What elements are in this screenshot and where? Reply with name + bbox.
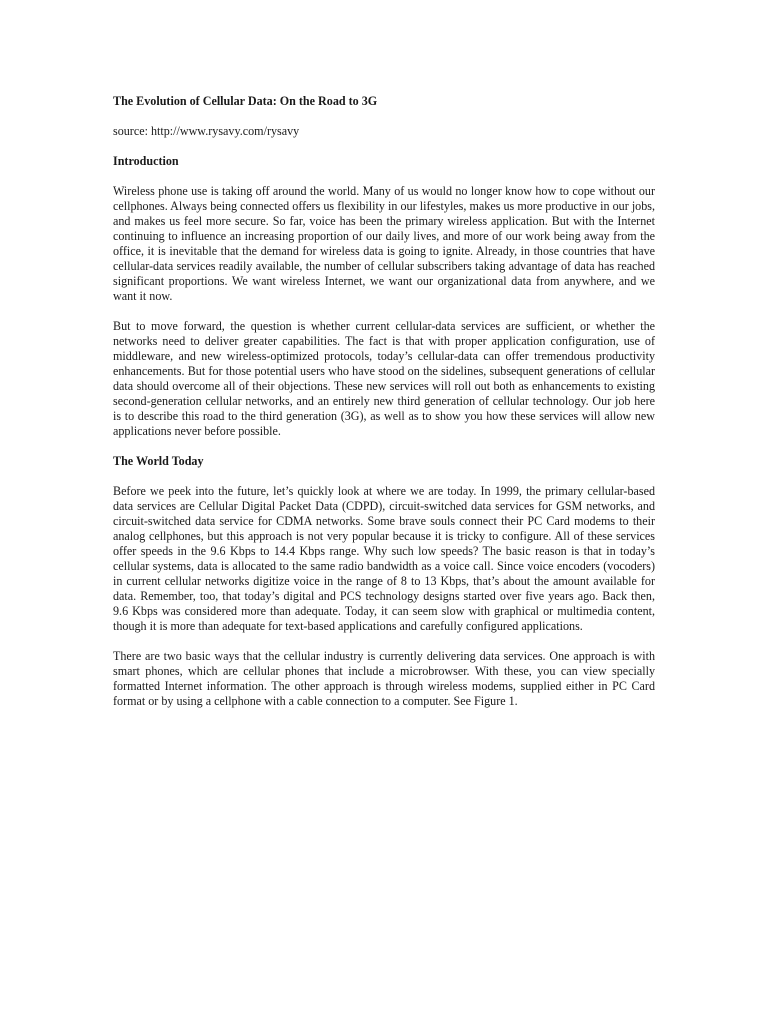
section-heading-introduction: Introduction xyxy=(113,154,179,168)
document-page xyxy=(113,94,655,724)
section-heading-world-today: The World Today xyxy=(113,454,204,468)
paragraph: There are two basic ways that the cellular industry is currently delivering data services. One approach is with smart phones, which are cellular phones that include a microbrowser. With these, you can view specially formatted Internet information. The other approach is through wireless modems, supplied either in PC Card format or by using a cellphone with a cable connection to a computer. See Figure 1. xyxy=(113,649,655,708)
source-line: source: http://www.rysavy.com/rysavy xyxy=(113,124,300,138)
paragraph: But to move forward, the question is whether current cellular-data services are sufficient, or whether the networks need to deliver greater capabilities. The fact is that with proper application configuration, use of middleware, and new wireless-optimized protocols, today’s cellular-data can offer tremendous productivity enhancements. But for those potential users who have stood on the sidelines, subsequent generations of cellular data should overcome all of their objections. These new services will roll out both as enhancements to existing second-generation cellular networks, and an entirely new third generation of cellular technology. Our job here is to describe this road to the third generation (3G), as well as to show you how these services will allow new applications never before possible. xyxy=(113,319,655,438)
paragraph: Before we peek into the future, let’s quickly look at where we are today. In 1999, the primary cellular-based data services are Cellular Digital Packet Data (CDPD), circuit-switched data services for GSM networks, and circuit-switched data service for CDMA networks. Some brave souls connect their PC Card modems to their analog cellphones, but this approach is not very popular because it is tricky to configure. All of these services offer speeds in the 9.6 Kbps to 14.4 Kbps range. Why such low speeds? The basic reason is that in today’s cellular systems, data is allocated to the same radio bandwidth as a voice call. Since voice encoders (vocoders) in current cellular networks digitize voice in the range of 8 to 13 Kbps, that’s about the amount available for data. Remember, too, that today’s digital and PCS technology designs started over five years ago. Back then, 9.6 Kbps was considered more than adequate. Today, it can seem slow with graphical or multimedia content, though it is more than adequate for text-based applications and carefully configured applications. xyxy=(113,484,655,633)
paragraph: Wireless phone use is taking off around the world. Many of us would no longer know how to cope without our cellphones. Always being connected offers us flexibility in our lifestyles, makes us more productive in our jobs, and makes us feel more secure. So far, voice has been the primary wireless application. But with the Internet continuing to influence an increasing proportion of our daily lives, and more of our work being away from the office, it is inevitable that the demand for wireless data is going to ignite. Already, in those countries that have cellular-data services readily available, the number of cellular subscribers taking advantage of data has reached significant proportions. We want wireless Internet, we want our organizational data from anywhere, and we want it now. xyxy=(113,184,655,303)
document-title: The Evolution of Cellular Data: On the Road to 3G xyxy=(113,94,378,108)
